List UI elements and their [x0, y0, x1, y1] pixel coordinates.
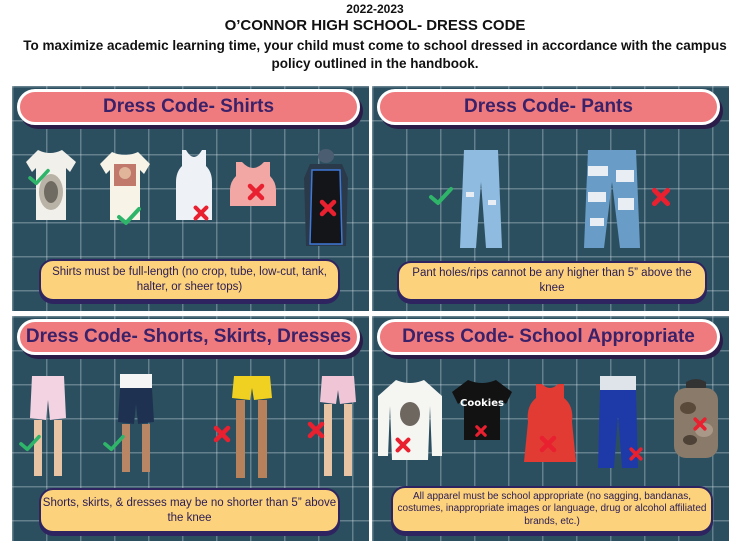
- panel-pants: [372, 86, 729, 311]
- panel-appropriate-caption: [391, 486, 713, 533]
- check-mark-icon: [116, 206, 142, 226]
- panel-shirts-title: Dress Code- Shirts: [17, 89, 360, 125]
- check-mark-icon: [428, 186, 454, 206]
- cross-mark-icon: [306, 420, 326, 440]
- panel-appropriate-caption-text: All apparel must be school appropriate (no sagging, bandanas, costumes, inappropriate images or language, drug or alcohol affiliated brands, etc.): [397, 490, 707, 527]
- panel-shirts-caption: [39, 259, 340, 301]
- cross-mark-icon: [394, 436, 412, 454]
- cookies-tee-label: Cookies: [460, 398, 504, 409]
- panel-appropriate: [372, 316, 729, 541]
- pants-light-ripped-jeans-image: [458, 148, 504, 252]
- cross-mark-icon: [318, 198, 338, 218]
- shorts-pink-image: [28, 372, 68, 482]
- cross-mark-icon: [650, 186, 672, 208]
- panel-appropriate-title: Dress Code- School Appropriate: [377, 319, 720, 355]
- pants-heavily-ripped-jeans-image: [582, 148, 642, 252]
- cross-mark-icon: [474, 424, 488, 438]
- panel-shorts: [12, 316, 369, 541]
- cross-mark-icon: [692, 416, 708, 432]
- page-subtitle: To maximize academic learning time, your child must come to school dressed in accordance with the campus policy outlined in the handbook.: [23, 38, 727, 71]
- school-year: 2022-2023: [346, 2, 404, 16]
- check-mark-icon: [28, 168, 50, 186]
- panel-pants-caption: [397, 261, 707, 301]
- panel-pants-caption-text: Pant holes/rips cannot be any higher than 5” above the knee: [412, 267, 692, 294]
- panel-shirts-caption-text: Shirts must be full-length (no crop, tube, low-cut, tank, halter, or sheer tops): [52, 266, 327, 293]
- check-mark-icon: [18, 434, 42, 452]
- panel-shorts-caption-text: Shorts, skirts, & dresses may be no shorter than 5” above the knee: [42, 496, 337, 524]
- check-mark-icon: [102, 434, 126, 452]
- panel-pants-title: Dress Code- Pants: [377, 89, 720, 125]
- cross-mark-icon: [192, 204, 210, 222]
- cross-mark-icon: [212, 424, 232, 444]
- panel-shorts-caption: [39, 488, 340, 533]
- shorts-navy-image: [116, 372, 156, 482]
- shorts-yellow-running-image: [230, 372, 274, 484]
- panel-shorts-title: Dress Code- Shorts, Skirts, Dresses: [17, 319, 360, 355]
- cross-mark-icon: [628, 446, 644, 462]
- page-title: O’CONNOR HIGH SCHOOL- DRESS CODE: [224, 17, 526, 34]
- cross-mark-icon: [246, 182, 266, 202]
- panel-shirts: [12, 86, 369, 311]
- cross-mark-icon: [538, 434, 558, 454]
